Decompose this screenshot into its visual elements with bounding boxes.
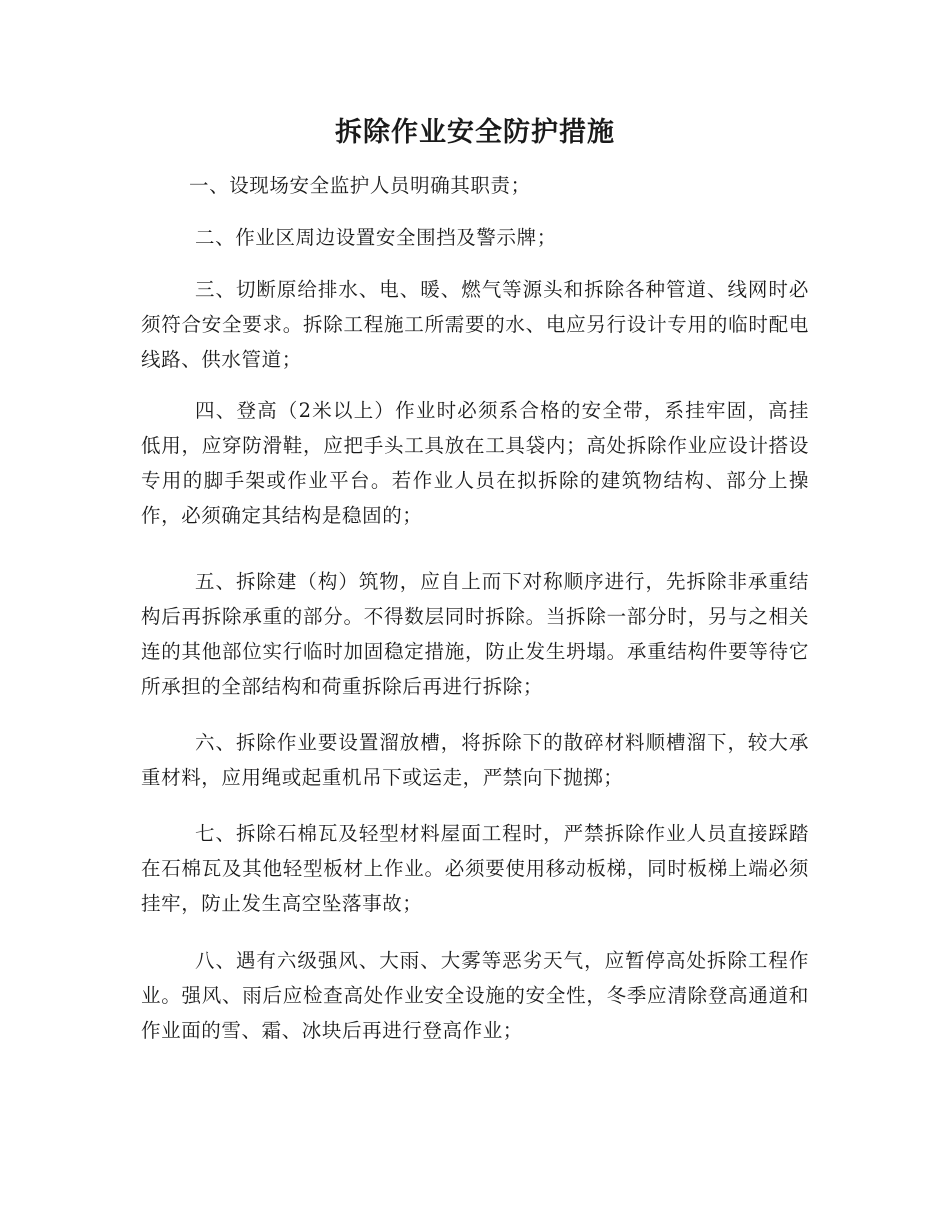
paragraph-8: 八、遇有六级强风、大雨、大雾等恶劣天气，应暂停高处拆除工程作业。强风、雨后应检查高处作业安全设施的安全性，冬季应清除登高通道和作业面的雪、霜、冰块后再进行登高作业；: [141, 949, 809, 1042]
paragraph-7: 七、拆除石棉瓦及轻型材料屋面工程时，严禁拆除作业人员直接踩踏在石棉瓦及其他轻型板材上作业。必须要使用移动板梯，同时板梯上端必须挂牢，防止发生高空坠落事故；: [141, 822, 809, 915]
paragraph-2: 二、作业区周边设置安全围挡及警示牌；: [195, 226, 557, 249]
document-title: 拆除作业安全防护措施: [335, 117, 615, 148]
paragraph-4: 四、登高（2米以上）作业时必须系合格的安全带，系挂牢固，高挂低用，应穿防滑鞋，应把手头工具放在工具袋内；高处拆除作业应设计搭设专用的脚手架或作业平台。若作业人员在拟拆除的建筑物结构、部分上操作，必须确定其结构是稳固的；: [141, 399, 809, 527]
paragraph-3: 三、切断原给排水、电、暖、燃气等源头和拆除各种管道、线网时必须符合安全要求。拆除工程施工所需要的水、电应另行设计专用的临时配电线路、供水管道；: [141, 278, 809, 371]
paragraph-5: 五、拆除建（构）筑物，应自上而下对称顺序进行，先拆除非承重结构后再拆除承重的部分。不得数层同时拆除。当拆除一部分时，另与之相关连的其他部位实行临时加固稳定措施，防止发生坍塌。承重结构件要等待它所承担的全部结构和荷重拆除后再进行拆除；: [141, 570, 809, 698]
paragraph-6: 六、拆除作业要设置溜放槽，将拆除下的散碎材料顺槽溜下，较大承重材料，应用绳或起重机吊下或运走，严禁向下抛掷；: [141, 731, 809, 789]
paragraph-1: 一、设现场安全监护人员明确其职责；: [189, 174, 531, 197]
